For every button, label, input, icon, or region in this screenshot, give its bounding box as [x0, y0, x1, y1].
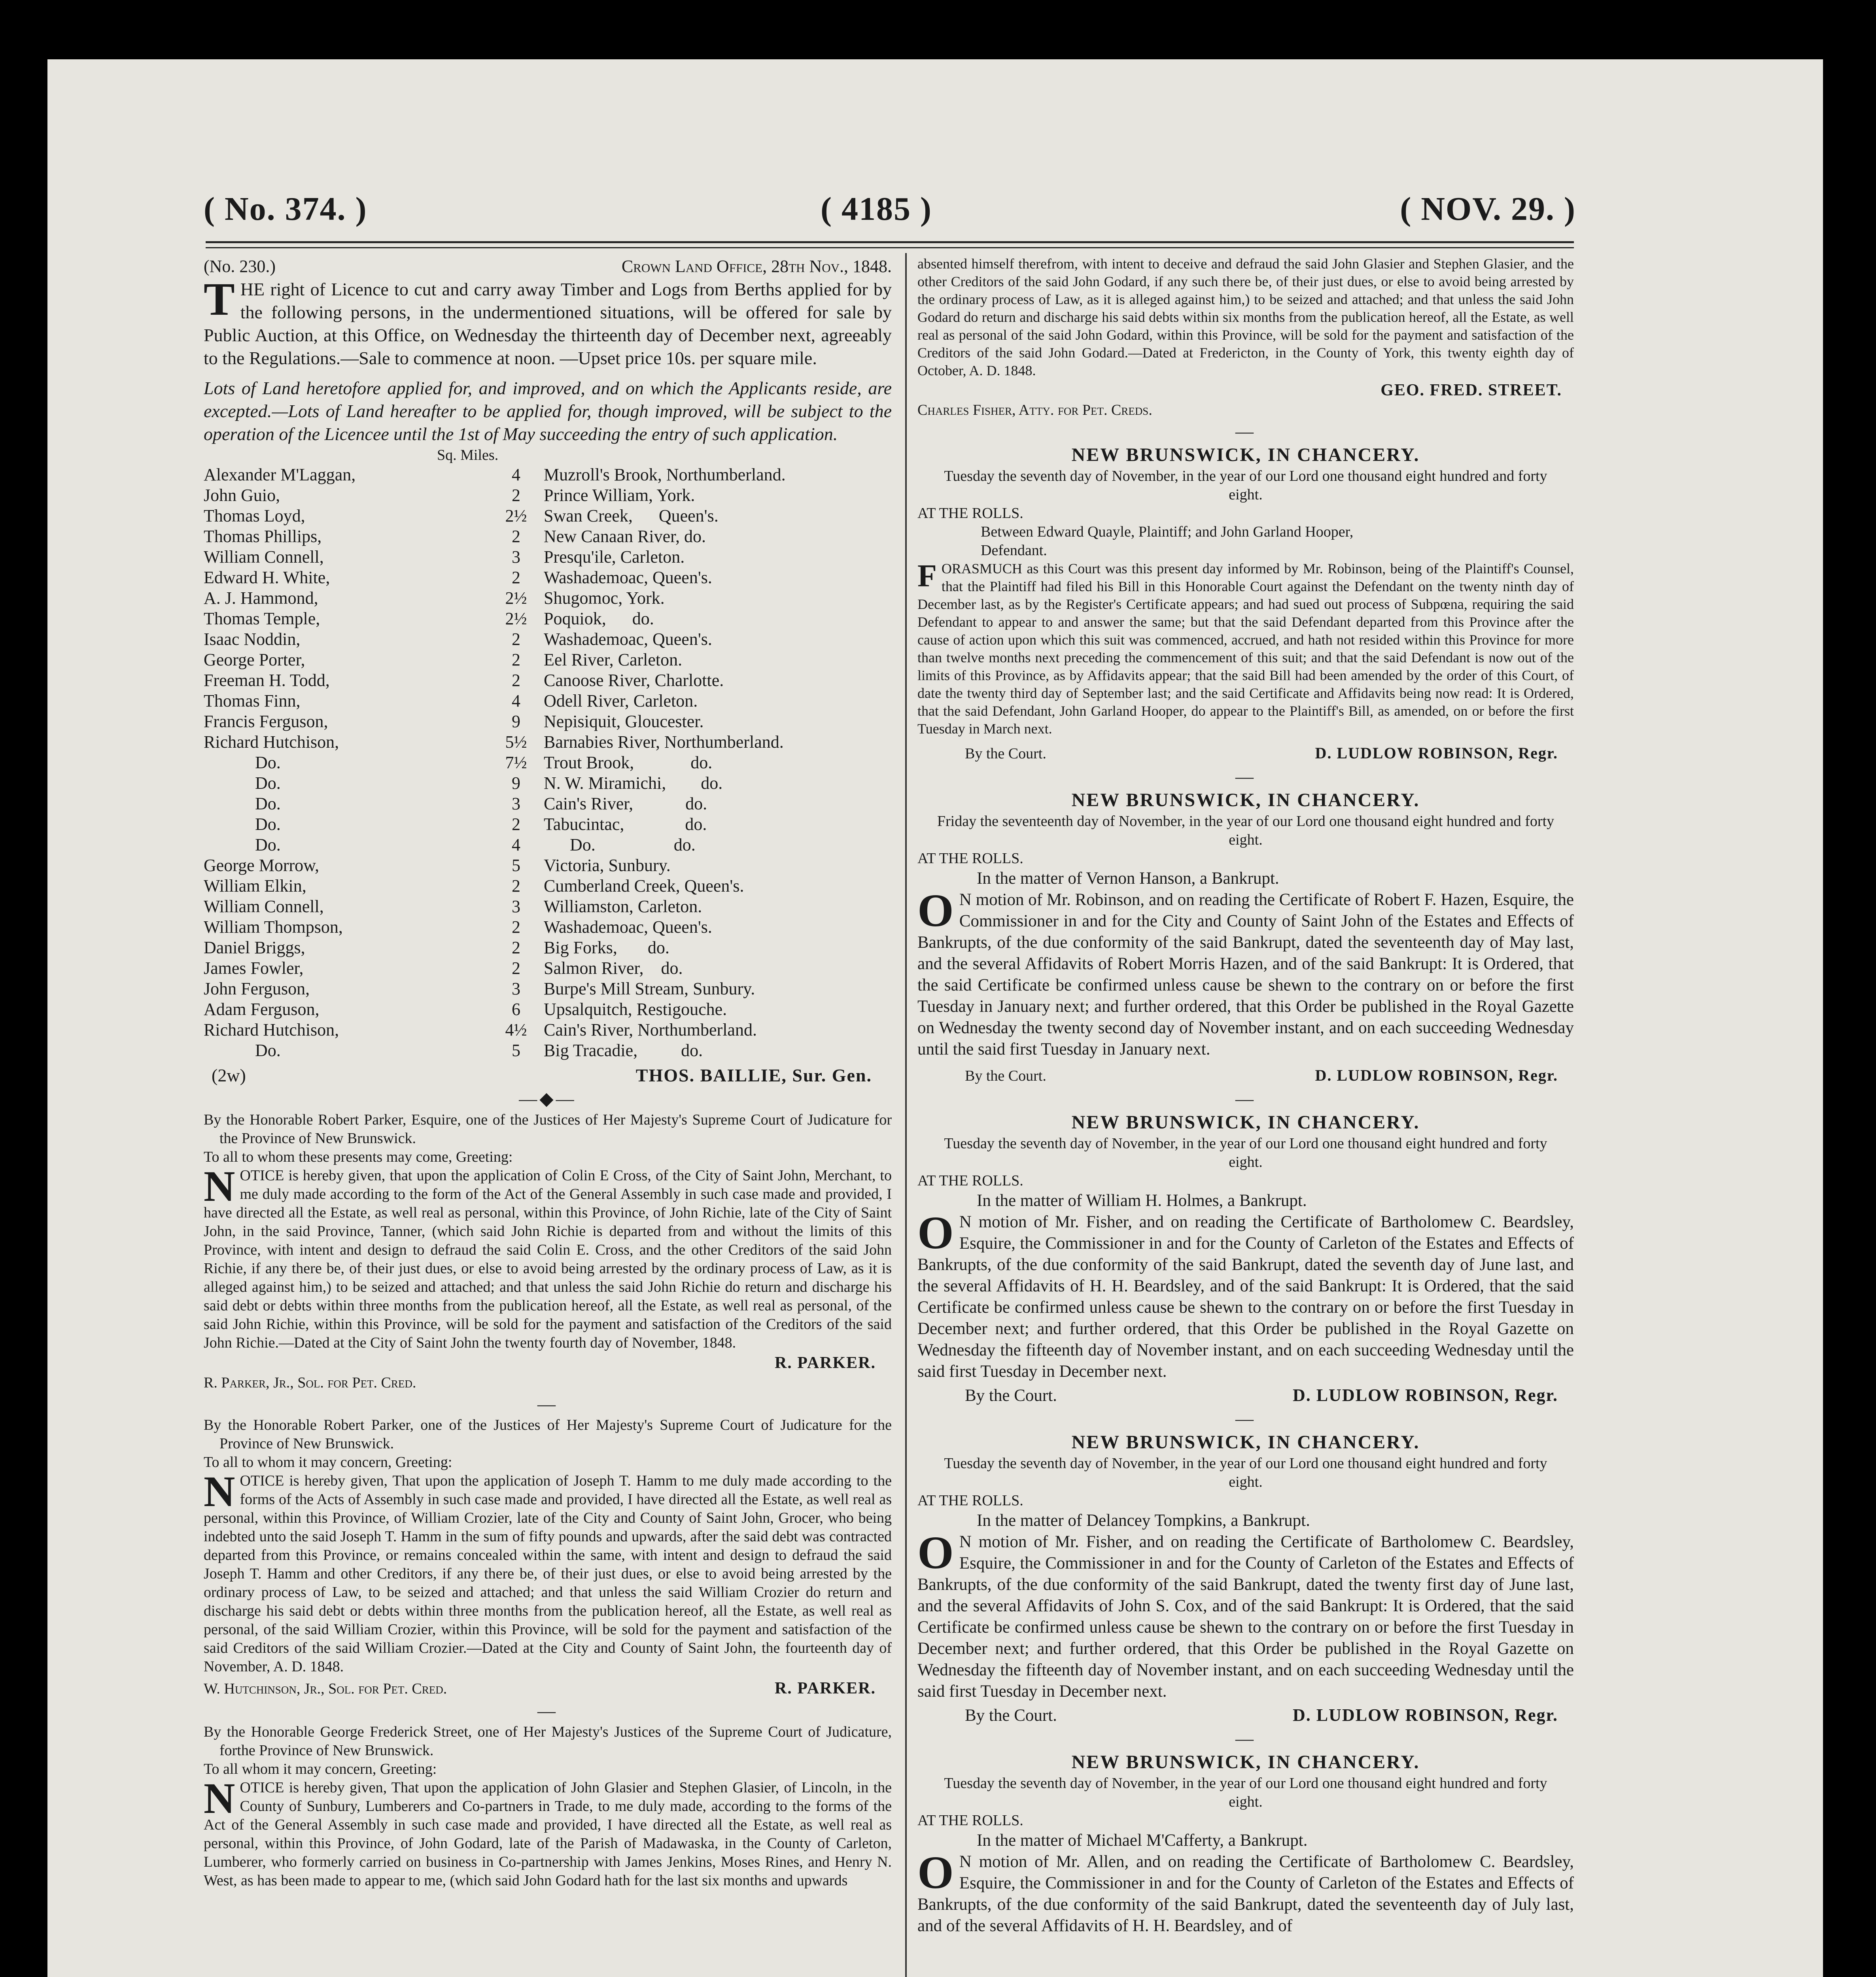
berth-location: Muzroll's Brook, Northumberland.	[544, 465, 786, 484]
rolls-label: AT THE ROLLS.	[917, 1172, 1023, 1189]
separator: —	[1235, 766, 1256, 786]
chancery-heading: NEW BRUNSWICK, IN CHANCERY.	[1071, 1432, 1420, 1453]
licence-row	[204, 650, 892, 670]
rolls-label: AT THE ROLLS.	[917, 850, 1023, 867]
square-miles: 9	[512, 712, 520, 731]
header-rule	[206, 241, 1574, 248]
drop-cap: F	[917, 559, 937, 593]
applicant-name: George Morrow,	[204, 856, 320, 875]
notice-glasier	[204, 1723, 892, 1890]
applicant-name: George Porter,	[204, 650, 305, 669]
square-miles: 4½	[505, 1020, 527, 1040]
applicant-name: Thomas Temple,	[204, 609, 320, 628]
berth-location: Washademoac, Queen's.	[544, 917, 712, 937]
chancery-date: Tuesday the seventh day of November, in the year of our Lord one thousand eight hundred and forty eight.	[944, 1775, 1547, 1810]
solicitor-line: R. Parker, Jr., Sol. for Pet. Cred.	[204, 1374, 416, 1391]
issue-number: ( No. 374. )	[204, 191, 367, 227]
applicant-name: Isaac Noddin,	[204, 629, 301, 649]
berth-location: Trout Brook, do.	[544, 753, 713, 772]
order-body: N motion of Mr. Robinson, and on reading the Certificate of Robert F. Hazen, Esquire, the Commissioner in and for the City and County of Saint John of the Estates and Effects of Bankrupts, of the due conformity of the said Bankrupt, dated the seventeenth day of May last, and the several Affidavits of Robert Morris Hazen, and of the said Bankrupt: It is Ordered, that the said Certificate be confirmed unless cause be shewn to the contrary on or before the first Tuesday in January next; and further ordered, that this Order be published in the Royal Gazette on Wednesday the twenty second day of November instant, and on each succeeding Wednesday until the said first Tuesday in January next.	[917, 890, 1574, 1058]
column-heading: Sq. Miles.	[437, 447, 499, 463]
court-intro: By the Honorable Robert Parker, Esquire, one of the Justices of Her Majesty's Supreme Court of Judicature for the Province of New Brunswick.	[204, 1111, 892, 1147]
licence-row	[204, 506, 892, 526]
rolls-label: AT THE ROLLS.	[917, 1812, 1023, 1829]
licence-table	[204, 465, 892, 1061]
berth-location: Big Tracadie, do.	[544, 1041, 703, 1060]
left-column	[204, 255, 892, 1977]
applicant-name: Do.	[255, 1041, 281, 1060]
order-body: N motion of Mr. Fisher, and on reading the Certificate of Bartholomew C. Beardsley, Esquire, the Commissioner in and for the County of Carleton of the Estates and Effects of Bankrupts, of the due conformity of the said Bankrupt, dated the twenty first day of June last, and the several Affidavits of John S. Cox, and of the said Bankrupt: It is Ordered, that the said Certificate be confirmed unless cause be shewn to the contrary on or before the first Tuesday in December next; and further ordered, that this Order be published in the Royal Gazette on Wednesday the fifteenth day of November instant, and on each succeeding Wednesday until the said first Tuesday in December next.	[917, 1533, 1574, 1701]
square-miles: 5	[512, 1041, 520, 1060]
berth-location: Williamston, Carleton.	[544, 897, 702, 916]
applicant-name: Thomas Phillips,	[204, 527, 322, 546]
berth-location: Swan Creek, Queen's.	[544, 506, 719, 525]
square-miles: 2	[512, 671, 520, 690]
applicant-name: Adam Ferguson,	[204, 1000, 320, 1019]
court-intro: By the Honorable George Frederick Street, one of Her Majesty's Justices of the Supreme Court of Judicature, forthe Province of New Brunswick.	[204, 1724, 892, 1759]
square-miles: 2	[512, 815, 520, 834]
solicitor-line: Charles Fisher, Atty. for Pet. Creds.	[917, 402, 1152, 418]
court-intro: By the Honorable Robert Parker, one of the Justices of Her Majesty's Supreme Court of Judicature for the Province of New Brunswick.	[204, 1417, 892, 1452]
berth-location: Cain's River, Northumberland.	[544, 1020, 757, 1040]
berth-location: Big Forks, do.	[544, 938, 669, 957]
berth-location: Odell River, Carleton.	[544, 691, 698, 711]
chancery-holmes	[917, 1111, 1574, 1407]
by-the-court: By the Court.	[965, 1068, 1046, 1084]
applicant-name: William Elkin,	[204, 876, 306, 896]
licence-row	[204, 794, 892, 814]
applicant-name: Edward H. White,	[204, 568, 330, 587]
chancery-date: Tuesday the seventh day of November, in the year of our Lord one thousand eight hundred and forty eight.	[944, 1135, 1547, 1170]
berth-location: Victoria, Sunbury.	[544, 856, 671, 875]
applicant-name: Do.	[255, 835, 281, 854]
chancery-quayle	[917, 443, 1574, 765]
licence-row	[204, 979, 892, 999]
applicant-name: Alexander M'Laggan,	[204, 465, 356, 484]
licence-row	[204, 917, 892, 937]
licence-row	[204, 485, 892, 506]
licence-row	[204, 588, 892, 609]
licence-row	[204, 465, 892, 485]
berth-location: Salmon River, do.	[544, 958, 683, 978]
square-miles: 2½	[505, 506, 527, 525]
licence-row	[204, 835, 892, 855]
licence-row	[204, 1040, 892, 1061]
chancery-mcafferty	[917, 1750, 1574, 1937]
separator: —	[1235, 421, 1256, 441]
chancery-heading: NEW BRUNSWICK, IN CHANCERY.	[1071, 1112, 1420, 1133]
square-miles: 4	[512, 465, 520, 484]
licence-row	[204, 814, 892, 835]
square-miles: 2	[512, 650, 520, 669]
square-miles: 6	[512, 1000, 520, 1019]
order-body: N motion of Mr. Fisher, and on reading the Certificate of Bartholomew C. Beardsley, Esquire, the Commissioner in and for the County of Carleton of the Estates and Effects of Bankrupts, of the due conformity of the said Bankrupt, dated the seventh day of June last, and the several Affidavits of H. H. Beardsley, and of the said Bankrupt: It is Ordered, that the said Certificate be confirmed unless cause be shewn to the contrary on or before the first Tuesday in December next; and further ordered, that this Order be published in the Royal Gazette on Wednesday the fifteenth day of November instant, and on each succeeding Wednesday until the said first Tuesday in December next.	[917, 1213, 1574, 1381]
chancery-date: Tuesday the seventh day of November, in the year of our Lord one thousand eight hundred and forty eight.	[944, 1455, 1547, 1490]
applicant-name: Do.	[255, 773, 281, 793]
matter-line: In the matter of Michael M'Cafferty, a Bankrupt.	[977, 1831, 1308, 1850]
licence-row	[204, 547, 892, 567]
berth-location: Cumberland Creek, Queen's.	[544, 876, 744, 896]
licence-row	[204, 711, 892, 732]
page-header	[204, 190, 1576, 241]
matter-line: In the matter of Delancey Tompkins, a Bankrupt.	[977, 1511, 1310, 1530]
berth-location: N. W. Miramichi, do.	[544, 773, 723, 793]
square-miles: 2	[512, 486, 520, 505]
licence-row	[204, 732, 892, 752]
registrar: D. LUDLOW ROBINSON, Regr.	[1315, 1066, 1558, 1084]
square-miles: 5	[512, 856, 520, 875]
licence-row	[204, 876, 892, 896]
licence-row	[204, 526, 892, 547]
licence-row	[204, 629, 892, 650]
licence-row	[204, 670, 892, 691]
office-dateline: Crown Land Office, 28th Nov., 1848.	[621, 257, 892, 276]
berth-location: Tabucintac, do.	[544, 815, 707, 834]
separator: —	[1235, 1089, 1256, 1109]
licence-row	[204, 1020, 892, 1040]
applicant-name: Thomas Finn,	[204, 691, 301, 711]
licence-row	[204, 855, 892, 876]
applicant-name: Do.	[255, 794, 281, 813]
applicant-name: Richard Hutchison,	[204, 1020, 339, 1040]
greeting: To all whom it may concern, Greeting:	[204, 1761, 437, 1777]
solicitor-line: W. Hutchinson, Jr., Sol. for Pet. Cred.	[204, 1680, 447, 1697]
applicant-name: Francis Ferguson,	[204, 712, 328, 731]
separator: —	[1235, 1728, 1256, 1748]
notice-body: HE right of Licence to cut and carry away Timber and Logs from Berths applied for by the following persons, in the undermentioned situations, will be offered for sale by Public Auction, at this Office, on Wednesday the thirteenth day of December next, agreeably to the Regulations.—Sale to commence at noon. —Upset price 10s. per square mile.	[204, 279, 892, 368]
applicant-name: John Guio,	[204, 486, 280, 505]
berth-location: Burpe's Mill Stream, Sunbury.	[544, 979, 755, 998]
signature: R. PARKER.	[774, 1679, 876, 1697]
berth-location: Presqu'ile, Carleton.	[544, 547, 685, 567]
notice-body: OTICE is hereby given, that upon the application of Colin E Cross, of the City of Saint John, Merchant, to me duly made according to the form of the Act of the General Assembly in such case made and provided, I have directed all the Estate, as well real as personal, within this Province, of John Richie, late of the City of Saint John, in the said Province, Tanner, (which said John Richie is departed from and without the limits of this Province, with intent and design to defraud the said Colin E. Cross, and the other Creditors of the said John Richie, if any there be, of their just dues, or else to avoid being arrested by the ordinary process of Law, as it is alleged against him,) to be seized and attached; and that unless the said John Richie do return and discharge his said debt or debts within three months from the publication hereof, all the Estate, as well real as personal, of the said John Richie, within this Province, will be sold for the payment and satisfaction of the Creditors of the said John Richie.—Dated at the City of Saint John the twenty fourth day of November, 1848.	[204, 1167, 892, 1351]
separator: —	[537, 1394, 558, 1414]
berth-location: Shugomoc, York.	[544, 588, 665, 608]
drop-cap: T	[204, 273, 235, 325]
notice-body: OTICE is hereby given, That upon the application of John Glasier and Stephen Glasier, of Lincoln, in the County of Sunbury, Lumberers and Co-partners in Trade, to me duly made, according to the forms of the Act of the General Assembly in such case made and provided, I have directed all the Estate, as well real as personal, within this Province, of John Godard, late of the Parish of Madawaska, in the County of Carleton, Lumberer, who formerly carried on business in Co-partnership with James Jenkins, Moses Rines, and Henry N. West, as has been made to appear to me, (which said John Godard hath for the last six months and upwards	[204, 1779, 892, 1889]
square-miles: 2	[512, 958, 520, 978]
square-miles: 4	[512, 691, 520, 711]
notice-hamm	[204, 1416, 892, 1699]
licence-row	[204, 567, 892, 588]
notice-cross	[204, 1111, 892, 1392]
square-miles: 3	[512, 794, 520, 813]
square-miles: 3	[512, 979, 520, 998]
order-body: ORASMUCH as this Court was this present day informed by Mr. Robinson, being of the Plaintiff's Counsel, that the Plaintiff had filed his Bill in this Honorable Court against the Defendant on the twenty ninth day of December last, as by the Register's Certificate appears; and had sued out process of Subpœna, requiring the said Defendant to appear to and answer the same; but that the said Defendant departed from this Province after the cause of action upon which this suit was commenced, accrued, and hath not resided within this Province for more than twelve months next preceding the commencement of this suit; and that the said Defendant is now out of the limits of this Province, as by Affidavits appear; that the said Bill had been amended by the order of this Court, of date the twenty third day of September last; and the said Certificate and Affidavits being now read: It is Ordered, that the said Defendant, John Garland Hooper, do appear to the Plaintiff's Bill, as amended, on or before the first Tuesday in March next.	[917, 561, 1574, 737]
berth-location: Washademoac, Queen's.	[544, 629, 712, 649]
greeting: To all to whom it may concern, Greeting:	[204, 1454, 452, 1470]
licence-row	[204, 609, 892, 629]
licence-row	[204, 958, 892, 979]
by-the-court: By the Court.	[965, 1386, 1057, 1405]
square-miles: 2	[512, 917, 520, 937]
notice-glasier-continued	[917, 255, 1574, 420]
square-miles: 3	[512, 547, 520, 567]
newspaper-page	[47, 59, 1823, 1977]
square-miles: 4	[512, 835, 520, 854]
square-miles: 2	[512, 938, 520, 957]
licence-row	[204, 773, 892, 794]
applicant-name: A. J. Hammond,	[204, 588, 318, 608]
chancery-date: Tuesday the seventh day of November, in the year of our Lord one thousand eight hundred and forty eight.	[944, 468, 1547, 503]
parties: Between Edward Quayle, Plaintiff; and John Garland Hooper, Defendant.	[981, 524, 1354, 559]
drop-cap: O	[917, 1847, 954, 1898]
drop-cap: O	[917, 1207, 954, 1259]
ornamental-separator: —◆—	[519, 1089, 577, 1109]
berth-location: Cain's River, do.	[544, 794, 707, 813]
square-miles: 7½	[505, 753, 527, 772]
notice-ref: (No. 230.)	[204, 257, 276, 276]
berth-location: Eel River, Carleton.	[544, 650, 683, 669]
applicant-name: Freeman H. Todd,	[204, 671, 330, 690]
notice-body: OTICE is hereby given, That upon the application of Joseph T. Hamm to me duly made according to the forms of the Acts of Assembly in such case made and provided, I have directed all the Estate, as well real as personal, within this Province, of William Crozier, late of the City and County of Saint John, Grocer, who being indebted unto the said Joseph T. Hamm in the sum of fifty pounds and upwards, after the said debt was contracted departed from this Province, or remains concealed within the same, with intent and design to defraud the said Joseph T. Hamm and other Creditors, if any there be, of their just dues, or else to avoid being arrested by the ordinary process of Law, to be seized and attached; and that unless the said William Crozier do return and discharge his said debt or debts within three months from the publication hereof, all the Estate, as well real as personal, of the said William Crozier, within this Province, will be sold for the payment and satisfaction of the said Creditors of the said William Crozier.—Dated at the City and County of Saint John, the fourteenth day of November, A. D. 1848.	[204, 1472, 892, 1675]
drop-cap: N	[204, 1467, 235, 1516]
applicant-name: James Fowler,	[204, 958, 304, 978]
chancery-heading: NEW BRUNSWICK, IN CHANCERY.	[1071, 790, 1420, 811]
chancery-hanson	[917, 788, 1574, 1087]
applicant-name: William Connell,	[204, 897, 324, 916]
square-miles: 2	[512, 629, 520, 649]
licence-row	[204, 752, 892, 773]
matter-line: In the matter of Vernon Hanson, a Bankrupt.	[977, 869, 1279, 888]
licence-row	[204, 937, 892, 958]
berth-location: Do. do.	[544, 835, 696, 854]
crown-land-notice	[204, 255, 892, 1087]
applicant-name: Do.	[255, 815, 281, 834]
berth-location: Canoose River, Charlotte.	[544, 671, 724, 690]
applicant-name: John Ferguson,	[204, 979, 310, 998]
surveyor-signature: THOS. BAILLIE, Sur. Gen.	[635, 1065, 872, 1085]
licence-row	[204, 999, 892, 1020]
signature: GEO. FRED. STREET.	[1381, 381, 1562, 399]
registrar: D. LUDLOW ROBINSON, Regr.	[1293, 1385, 1558, 1405]
insertion-mark: (2w)	[212, 1065, 246, 1085]
berth-location: Prince William, York.	[544, 486, 695, 505]
square-miles: 2½	[505, 609, 527, 628]
separator: —	[537, 1701, 558, 1721]
square-miles: 2	[512, 876, 520, 896]
applicant-name: Daniel Briggs,	[204, 938, 305, 957]
applicant-name: Do.	[255, 753, 281, 772]
chancery-heading: NEW BRUNSWICK, IN CHANCERY.	[1071, 444, 1420, 465]
signature: R. PARKER.	[774, 1354, 876, 1372]
greeting: To all to whom these presents may come, Greeting:	[204, 1149, 513, 1165]
berth-location: Nepisiquit, Gloucester.	[544, 712, 704, 731]
rolls-label: AT THE ROLLS.	[917, 505, 1023, 522]
registrar: D. LUDLOW ROBINSON, Regr.	[1315, 744, 1558, 762]
berth-location: New Canaan River, do.	[544, 527, 706, 546]
issue-date: ( NOV. 29. )	[1400, 191, 1576, 227]
licence-row	[204, 691, 892, 711]
chancery-heading: NEW BRUNSWICK, IN CHANCERY.	[1071, 1752, 1420, 1773]
drop-cap: N	[204, 1162, 235, 1210]
right-column	[917, 255, 1574, 1977]
berth-location: Poquiok, do.	[544, 609, 654, 628]
separator: —	[1235, 1408, 1256, 1429]
notice-body-continued: absented himself therefrom, with intent to deceive and defraud the said John Glasier and Stephen Glasier, and the other Creditors of the said John Godard, if any such there be, of their just dues, or else to avoid being arrested by the ordinary process of Law, as it is alleged against him,) to be seized and attached; and that unless the said John Godard do return and discharge his said debts within six months from the publication hereof, all the Estate, as well real as personal of the said John Godard, within this Province, will be sold for the payment and satisfaction of the Creditors of the said John Godard.—Dated at Fredericton, in the County of York, this twenty eighth day of October, A. D. 1848.	[917, 256, 1574, 378]
applicant-name: Richard Hutchison,	[204, 732, 339, 752]
drop-cap: N	[204, 1774, 235, 1822]
matter-line: In the matter of William H. Holmes, a Bankrupt.	[977, 1191, 1307, 1210]
applicant-name: William Thompson,	[204, 917, 343, 937]
rolls-label: AT THE ROLLS.	[917, 1492, 1023, 1509]
licence-row	[204, 896, 892, 917]
notice-note: Lots of Land heretofore applied for, and improved, and on which the Applicants reside, are excepted.—Lots of Land hereafter to be applied for, though improved, will be subject to the operation of the Licencee until the 1st of May succeeding the entry of such application.	[204, 378, 892, 444]
berth-location: Barnabies River, Northumberland.	[544, 732, 784, 752]
berth-location: Upsalquitch, Restigouche.	[544, 1000, 727, 1019]
square-miles: 3	[512, 897, 520, 916]
drop-cap: O	[917, 885, 954, 936]
square-miles: 2	[512, 568, 520, 587]
applicant-name: William Connell,	[204, 547, 324, 567]
chancery-tompkins	[917, 1431, 1574, 1727]
square-miles: 9	[512, 773, 520, 793]
registrar: D. LUDLOW ROBINSON, Regr.	[1293, 1705, 1558, 1725]
drop-cap: O	[917, 1527, 954, 1578]
page-number: ( 4185 )	[821, 191, 932, 227]
applicant-name: Thomas Loyd,	[204, 506, 305, 525]
by-the-court: By the Court.	[965, 745, 1046, 762]
order-body: N motion of Mr. Allen, and on reading the Certificate of Bartholomew C. Beardsley, Esquire, the Commissioner in and for the County of Carleton of the Estates and Effects of Bankrupts, of the due conformity of the said Bankrupt, dated the seventeenth day of July last, and of the several Affidavits of H. H. Beardsley, and of	[917, 1852, 1574, 1935]
berth-location: Washademoac, Queen's.	[544, 568, 712, 587]
square-miles: 5½	[505, 732, 527, 752]
chancery-date: Friday the seventeenth day of November, in the year of our Lord one thousand eight hundred and forty eight.	[937, 813, 1555, 848]
square-miles: 2½	[505, 588, 527, 608]
square-miles: 2	[512, 527, 520, 546]
by-the-court: By the Court.	[965, 1706, 1057, 1725]
column-divider	[905, 253, 907, 1977]
